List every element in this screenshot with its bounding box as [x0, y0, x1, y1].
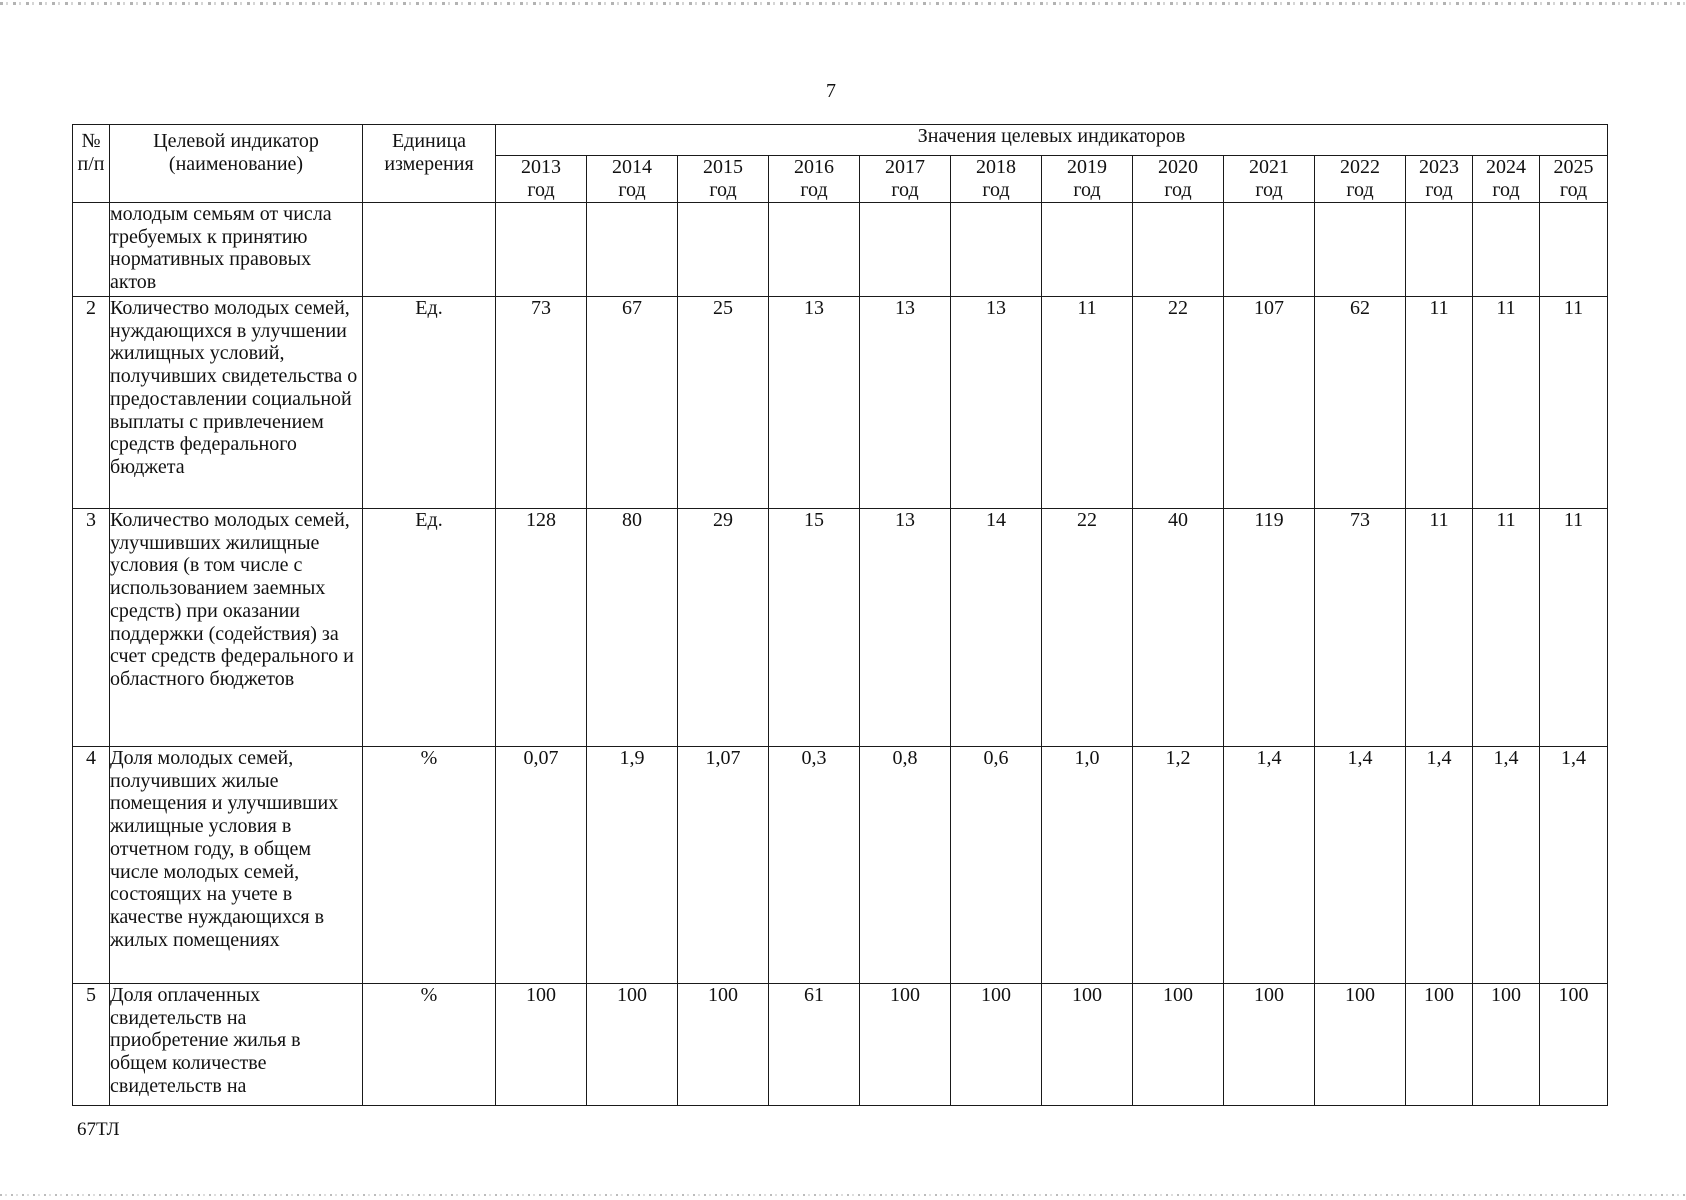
indicator-name: Доля молодых семей, получивших жилые помещения и улучшивших жилищные условия в отчетном году, в общем числе молодых семей, состоящих на учете в качестве нуждающихся в жилых помещениях: [110, 747, 363, 984]
scan-edge-bottom: [0, 1194, 1686, 1196]
value-2013: 128: [496, 509, 587, 747]
year-suffix: год: [1425, 179, 1453, 201]
year-suffix: год: [618, 179, 646, 201]
num-column-header: № п/п: [73, 125, 110, 203]
year-label: 2025: [1553, 156, 1594, 178]
year-label: 2021: [1249, 156, 1289, 178]
year-header-2022: [1315, 156, 1406, 203]
indicator-name: молодым семьям от числа требуемых к принятию нормативных правовых актов: [110, 203, 363, 297]
year-suffix: год: [1073, 179, 1101, 201]
row-number: 2: [73, 297, 110, 509]
value-2023: 1,4: [1406, 747, 1473, 984]
year-label: 2019: [1067, 156, 1107, 178]
year-suffix: год: [709, 179, 737, 201]
table-row-2: [73, 297, 1608, 509]
value-cell: [1224, 203, 1315, 297]
row-number: [73, 203, 110, 297]
year-suffix: год: [982, 179, 1010, 201]
value-2016: 13: [769, 297, 860, 509]
value-2019: 1,0: [1042, 747, 1133, 984]
footer-code: 67ТЛ: [77, 1119, 120, 1140]
value-2015: 29: [678, 509, 769, 747]
value-2021: 1,4: [1224, 747, 1315, 984]
year-suffix: год: [1255, 179, 1283, 201]
unit-column-header: Единица измерения: [363, 125, 496, 203]
value-2024: 100: [1473, 984, 1540, 1106]
value-2014: 80: [587, 509, 678, 747]
year-suffix: год: [1492, 179, 1520, 201]
year-header-2016: [769, 156, 860, 203]
year-label: 2015: [703, 156, 743, 178]
value-2020: 22: [1133, 297, 1224, 509]
value-2014: 100: [587, 984, 678, 1106]
year-label: 2013: [521, 156, 561, 178]
value-2021: 100: [1224, 984, 1315, 1106]
year-suffix: год: [1559, 179, 1588, 201]
year-header-2020: [1133, 156, 1224, 203]
value-2013: 100: [496, 984, 587, 1106]
value-2013: 73: [496, 297, 587, 509]
name-column-header: Целевой индикатор (наименование): [110, 125, 363, 203]
indicator-name: Количество молодых семей, улучшивших жилищные условия (в том числе с использованием заемных средств) при оказании поддержки (содействия) за счет средств федерального и областного бюджетов: [110, 509, 363, 747]
year-suffix: год: [1164, 179, 1192, 201]
value-cell: [1315, 203, 1406, 297]
year-label: 2014: [612, 156, 652, 178]
year-suffix: год: [527, 179, 555, 201]
year-header-2018: [951, 156, 1042, 203]
value-2016: 0,3: [769, 747, 860, 984]
year-header-2019: [1042, 156, 1133, 203]
value-2015: 1,07: [678, 747, 769, 984]
year-header-2015: [678, 156, 769, 203]
value-2022: 1,4: [1315, 747, 1406, 984]
value-2022: 100: [1315, 984, 1406, 1106]
value-2017: 0,8: [860, 747, 951, 984]
year-label: 2022: [1340, 156, 1380, 178]
value-2025: 11: [1540, 509, 1608, 747]
scan-edge-top: [0, 2, 1686, 5]
year-label: 2017: [885, 156, 925, 178]
year-label: 2020: [1158, 156, 1198, 178]
indicator-unit: Ед.: [363, 509, 496, 747]
table-header-row-1: [73, 125, 1608, 156]
value-2023: 11: [1406, 509, 1473, 747]
value-2020: 100: [1133, 984, 1224, 1106]
value-2022: 73: [1315, 509, 1406, 747]
page-number: 7: [826, 80, 836, 102]
value-cell: [496, 203, 587, 297]
value-2023: 11: [1406, 297, 1473, 509]
value-cell: [860, 203, 951, 297]
value-2018: 14: [951, 509, 1042, 747]
value-2025: 11: [1540, 297, 1608, 509]
year-label: 2024: [1486, 156, 1526, 178]
table-row-4: [73, 747, 1608, 984]
year-header-2023: [1406, 156, 1473, 203]
value-cell: [1406, 203, 1473, 297]
value-2018: 13: [951, 297, 1042, 509]
row-number: 3: [73, 509, 110, 747]
indicator-unit: %: [363, 984, 496, 1106]
year-suffix: год: [891, 179, 919, 201]
value-2019: 100: [1042, 984, 1133, 1106]
value-2014: 1,9: [587, 747, 678, 984]
year-header-2017: [860, 156, 951, 203]
value-cell: [587, 203, 678, 297]
value-2025: 100: [1540, 984, 1608, 1106]
value-2022: 62: [1315, 297, 1406, 509]
indicator-name: Доля оплаченных свидетельств на приобретение жилья в общем количестве свидетельств на: [110, 984, 363, 1106]
value-2016: 15: [769, 509, 860, 747]
value-2018: 0,6: [951, 747, 1042, 984]
value-2024: 11: [1473, 297, 1540, 509]
value-2019: 22: [1042, 509, 1133, 747]
indicator-unit: [363, 203, 496, 297]
year-header-2024: [1473, 156, 1540, 203]
value-2018: 100: [951, 984, 1042, 1106]
value-2013: 0,07: [496, 747, 587, 984]
year-header-2025: [1540, 156, 1608, 203]
indicator-unit: Ед.: [363, 297, 496, 509]
value-2019: 11: [1042, 297, 1133, 509]
value-2017: 13: [860, 509, 951, 747]
value-2016: 61: [769, 984, 860, 1106]
value-cell: [1540, 203, 1608, 297]
value-2020: 40: [1133, 509, 1224, 747]
year-header-2014: [587, 156, 678, 203]
value-2025: 1,4: [1540, 747, 1608, 984]
value-2021: 107: [1224, 297, 1315, 509]
value-2015: 100: [678, 984, 769, 1106]
value-2024: 11: [1473, 509, 1540, 747]
row-number: 4: [73, 747, 110, 984]
value-2021: 119: [1224, 509, 1315, 747]
value-cell: [1473, 203, 1540, 297]
year-header-2021: [1224, 156, 1315, 203]
indicator-name: Количество молодых семей, нуждающихся в улучшении жилищных условий, получивших свидетельства о предоставлении социальной выплаты с привлечением средств федерального бюджета: [110, 297, 363, 509]
year-suffix: год: [800, 179, 828, 201]
year-label: 2018: [976, 156, 1016, 178]
value-2015: 25: [678, 297, 769, 509]
table-row-5: [73, 984, 1608, 1106]
table-row-continuation: [73, 203, 1608, 297]
value-2017: 13: [860, 297, 951, 509]
row-number: 5: [73, 984, 110, 1106]
value-2014: 67: [587, 297, 678, 509]
indicators-table: [72, 124, 1608, 1106]
year-label: 2016: [794, 156, 834, 178]
values-group-header: Значения целевых индикаторов: [496, 125, 1608, 156]
table-row-3: [73, 509, 1608, 747]
value-cell: [769, 203, 860, 297]
value-cell: [1133, 203, 1224, 297]
indicator-unit: %: [363, 747, 496, 984]
value-2023: 100: [1406, 984, 1473, 1106]
year-label: 2023: [1419, 156, 1459, 178]
value-cell: [951, 203, 1042, 297]
value-cell: [1042, 203, 1133, 297]
value-2020: 1,2: [1133, 747, 1224, 984]
value-2017: 100: [860, 984, 951, 1106]
value-cell: [678, 203, 769, 297]
year-header-2013: [496, 156, 587, 203]
year-suffix: год: [1346, 179, 1374, 201]
value-2024: 1,4: [1473, 747, 1540, 984]
